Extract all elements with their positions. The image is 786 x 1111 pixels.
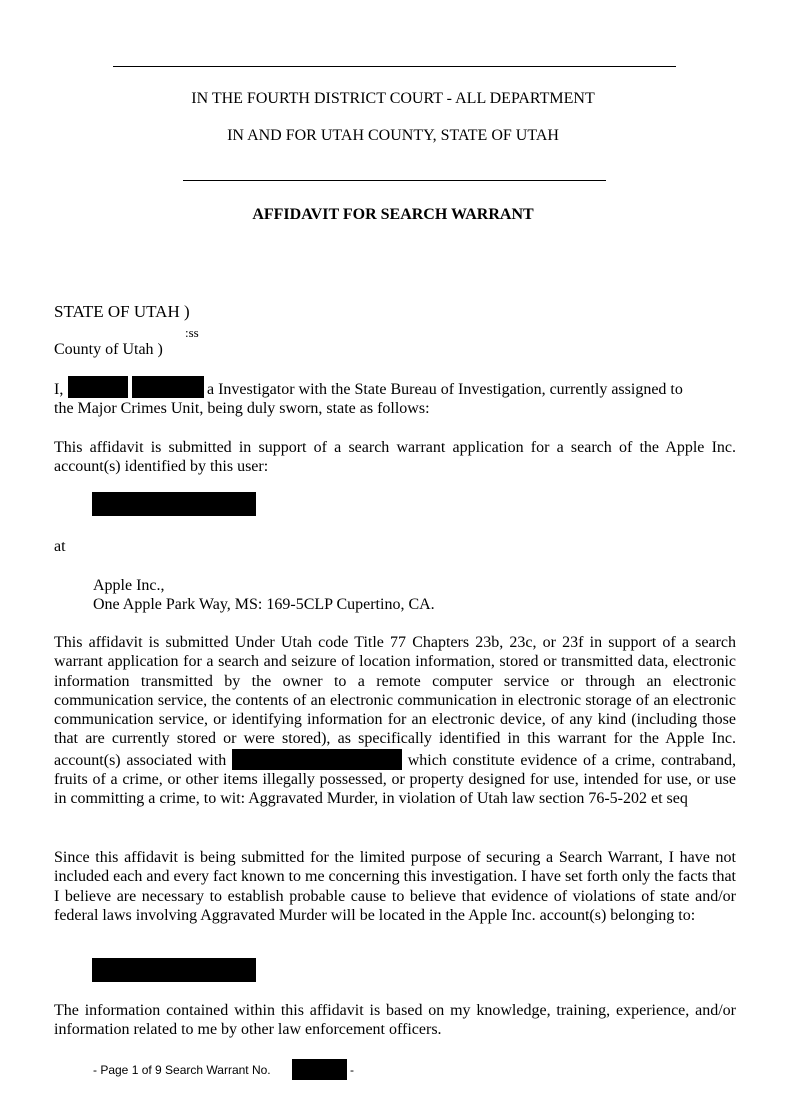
caption-county: County of Utah ) (54, 341, 163, 358)
paragraph-limited-purpose: Since this affidavit is being submitted for the limited purpose of securing a Search Warrant, I have not included each and every fact known to me concerning this investigation. I have set forth only the facts that I believe are necessary to establish probable cause to believe that evidence of violations of state and/or federal laws involving Aggravated Murder will be located in the Apple Inc. account(s) belonging to: (54, 849, 736, 924)
middle-rule (183, 180, 606, 181)
address-line-2: One Apple Park Way, MS: 169-5CLP Cupertino, CA. (93, 596, 435, 613)
intro-line-1: a Investigator with the State Bureau of Investigation, currently assigned to (207, 381, 683, 398)
paragraph-information: The information contained within this affidavit is based on my knowledge, training, experience, and/or information related to me by other law enforcement officers. (54, 1002, 736, 1039)
court-line-1: IN THE FOURTH DISTRICT COURT - ALL DEPARTMENT (191, 90, 595, 107)
page-footer-prefix: - Page 1 of 9 Search Warrant No. (93, 1063, 271, 1077)
at-label: at (54, 538, 66, 555)
intro-prefix: I, (54, 381, 64, 398)
top-rule (113, 66, 676, 67)
redaction-warrant-number (292, 1059, 347, 1080)
paragraph-code (54, 633, 736, 809)
intro-line-2: the Major Crimes Unit, being duly sworn, state as follows: (54, 400, 430, 417)
redaction-user-account-2 (92, 958, 256, 982)
document-title: AFFIDAVIT FOR SEARCH WARRANT (252, 206, 534, 223)
paragraph-code-text: This affidavit is submitted Under Utah code Title 77 Chapters 23b, 23c, or 23f in support of a search warrant application for a search and seizure of location information, stored or transmitted data, electronic information transmitted by the owner to a remote computer service or through an electronic communication service, the contents of an electronic communication in electronic storage of an electronic communication service, or identifying information for an electronic device, of any kind (including those that are currently stored or were stored), as specifically identified in this warrant for the Apple Inc. account(s) associated with (54, 634, 736, 769)
redaction-investigator-first-name (68, 376, 128, 398)
paragraph-submitted: This affidavit is submitted in support of a search warrant application for a search of the Apple Inc. account(s) identified by this user: (54, 439, 736, 476)
caption-state: STATE OF UTAH ) (54, 302, 190, 321)
address-line-1: Apple Inc., (93, 577, 165, 594)
caption-ss: :ss (185, 325, 199, 340)
redaction-investigator-last-name (132, 376, 204, 398)
court-line-2: IN AND FOR UTAH COUNTY, STATE OF UTAH (227, 127, 559, 144)
redaction-associated-account (232, 749, 402, 770)
paragraph-code-text-2: which constitute evidence of a crime, contraband, fruits of a crime, or other items illegally possessed, or property designed for use, intended for use, or use in committing a crime, to wit: Aggravated Murder, in violation of Utah law section 76-5-202 et seq (54, 751, 737, 808)
page-footer-suffix: - (350, 1063, 354, 1077)
redaction-user-account-1 (92, 492, 256, 516)
